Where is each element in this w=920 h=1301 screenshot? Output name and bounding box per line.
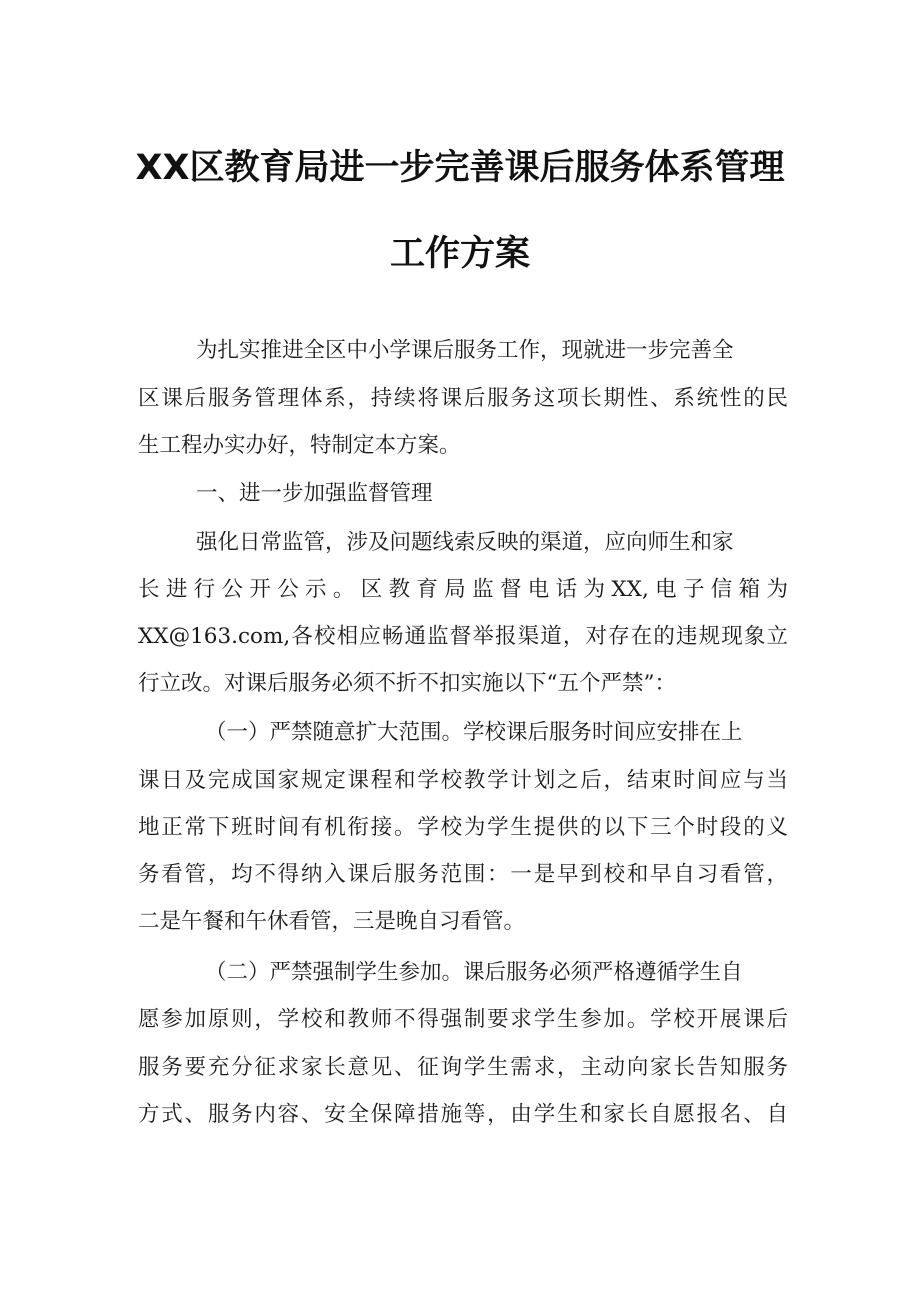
document-title-line-1: XX区教育局进一步完善课后服务体系管理	[135, 148, 785, 188]
paragraph-line: 行立改。对课后服务必须不折不扣实施以下“五个严禁”：	[138, 671, 676, 696]
paragraph-line: 生工程办实办好，特制定本方案。	[138, 433, 461, 458]
paragraph-line: 愿参加原则，学校和教师不得强制要求学生参加。学校开展课后	[138, 1007, 788, 1032]
paragraph-line: （二）严禁强制学生参加。课后服务必须严格遵循学生自	[205, 960, 743, 985]
paragraph-line: 强化日常监管，涉及问题线索反映的渠道，应向师生和家	[196, 530, 734, 555]
paragraph-line: 长进行公开公示。区教育局监督电话为XX,电子信箱为	[138, 577, 788, 602]
paragraph-line: 服务要充分征求家长意见、征询学生需求，主动向家长告知服务	[138, 1055, 788, 1080]
paragraph-line: 二是午餐和午休看管，三是晚自习看管。	[138, 909, 526, 934]
paragraph-line: 为扎实推进全区中小学课后服务工作，现就进一步完善全	[196, 338, 734, 363]
paragraph-line: 地正常下班时间有机衔接。学校为学生提供的以下三个时段的义	[138, 815, 788, 840]
paragraph-line: 务看管，均不得纳入课后服务范围：一是早到校和早自习看管，	[138, 862, 788, 887]
paragraph-line: （一）严禁随意扩大范围。学校课后服务时间应安排在上	[205, 720, 743, 745]
paragraph-line: 区课后服务管理体系，持续将课后服务这项长期性、系统性的民	[138, 386, 788, 411]
paragraph-line: XX@163.com,各校相应畅通监督举报渠道，对存在的违规现象立	[138, 624, 788, 649]
section-heading: 一、进一步加强监督管理	[196, 481, 433, 506]
paragraph-line: 课日及完成国家规定课程和学校教学计划之后，结束时间应与当	[138, 768, 788, 793]
document-title-line-2: 工作方案	[389, 234, 530, 274]
paragraph-line: 方式、服务内容、安全保障措施等，由学生和家长自愿报名、自	[138, 1102, 788, 1127]
